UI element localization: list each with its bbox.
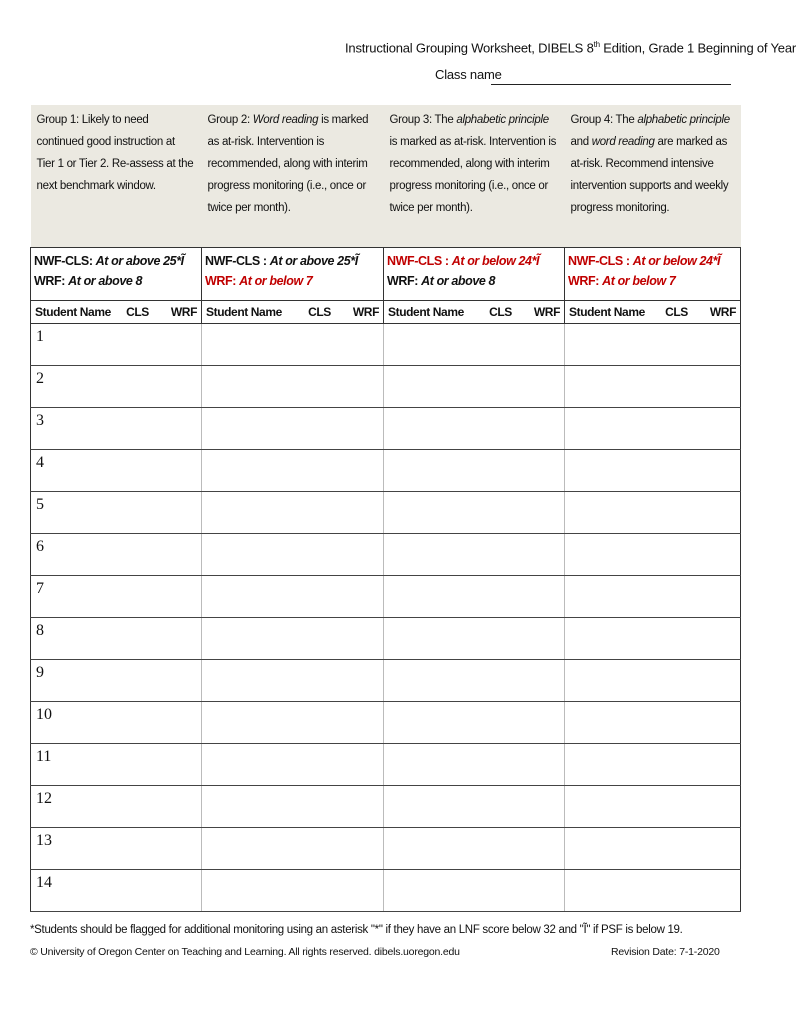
student-entry-cell[interactable]: [202, 534, 384, 576]
group-1-column-header: [31, 301, 202, 324]
student-entry-cell[interactable]: [384, 408, 565, 450]
group-4-criteria: [565, 248, 741, 301]
student-entry-cell[interactable]: [31, 786, 202, 828]
student-entry-cell[interactable]: [31, 450, 202, 492]
group-4-description: Group 4: The alphabetic principle and word reading are marked as at-risk. Recommend intensive intervention supports and weekly progress monitoring.: [565, 105, 741, 248]
student-entry-cell[interactable]: [384, 618, 565, 660]
student-row: [31, 324, 741, 366]
student-row: [31, 702, 741, 744]
student-entry-cell[interactable]: [384, 366, 565, 408]
nwf-cls-criterion: NWF-CLS : At or above 25*Ĩ: [205, 254, 358, 268]
class-name-label: Class name: [435, 67, 502, 82]
cls-header: CLS: [308, 305, 331, 319]
student-entry-cell[interactable]: [31, 534, 202, 576]
student-name-header: Student Name: [35, 305, 111, 319]
student-row: [31, 660, 741, 702]
group-2-description: Group 2: Word reading is marked as at-risk. Intervention is recommended, along with interim progress monitoring (i.e., once or twice per month).: [202, 105, 384, 248]
student-entry-cell[interactable]: [384, 786, 565, 828]
student-entry-cell[interactable]: [565, 534, 741, 576]
nwf-cls-criterion: NWF-CLS : At or below 24*Ĩ: [387, 254, 540, 268]
wrf-header: WRF: [709, 305, 736, 319]
page-title: Instructional Grouping Worksheet, DIBELS 8th Edition, Grade 1 Beginning of Year: [345, 40, 796, 56]
student-entry-cell[interactable]: [565, 408, 741, 450]
student-entry-cell[interactable]: [565, 828, 741, 870]
nwf-cls-criterion: NWF-CLS : At or below 24*Ĩ: [568, 254, 721, 268]
student-row: [31, 534, 741, 576]
copyright: © University of Oregon Center on Teaching and Learning. All rights reserved. dibels.uoregon.edu: [30, 946, 460, 958]
student-row: [31, 408, 741, 450]
group-3-column-header: [384, 301, 565, 324]
student-entry-cell[interactable]: [384, 660, 565, 702]
student-entry-cell[interactable]: [384, 576, 565, 618]
wrf-criterion: WRF: At or below 7: [568, 274, 676, 288]
student-entry-cell[interactable]: [202, 786, 384, 828]
student-row: [31, 450, 741, 492]
student-entry-cell[interactable]: [31, 324, 202, 366]
row-number: 4: [36, 454, 44, 471]
row-number: 5: [36, 496, 44, 513]
student-entry-cell[interactable]: [31, 870, 202, 912]
cls-header: CLS: [126, 305, 149, 319]
group-4-column-header: [565, 301, 741, 324]
student-row: [31, 576, 741, 618]
student-entry-cell[interactable]: [565, 450, 741, 492]
student-entry-cell[interactable]: [565, 786, 741, 828]
student-entry-cell[interactable]: [202, 618, 384, 660]
group-3-criteria: [384, 248, 565, 301]
student-name-header: Student Name: [569, 305, 645, 319]
student-entry-cell[interactable]: [202, 366, 384, 408]
student-name-header: Student Name: [388, 305, 464, 319]
student-entry-cell[interactable]: [384, 870, 565, 912]
footnote: *Students should be flagged for additional monitoring using an asterisk "*" if they have an LNF score below 32 and "Ĩ" if PSF is below 19.: [30, 924, 683, 936]
cls-header: CLS: [489, 305, 512, 319]
wrf-criterion: WRF: At or above 8: [34, 274, 143, 288]
student-entry-cell[interactable]: [202, 660, 384, 702]
student-entry-cell[interactable]: [384, 828, 565, 870]
student-entry-cell[interactable]: [384, 534, 565, 576]
row-number: 6: [36, 538, 44, 555]
row-number: 1: [36, 328, 44, 345]
nwf-cls-criterion: NWF-CLS: At or above 25*Ĩ: [34, 254, 184, 268]
student-entry-cell[interactable]: [202, 492, 384, 534]
row-number: 11: [36, 748, 52, 765]
student-entry-cell[interactable]: [202, 408, 384, 450]
group-3-description: Group 3: The alphabetic principle is marked as at-risk. Intervention is recommended, along with interim progress monitoring (i.e., once or twice per month).: [384, 105, 565, 248]
row-number: 9: [36, 664, 44, 681]
student-entry-cell[interactable]: [565, 324, 741, 366]
student-entry-cell[interactable]: [202, 702, 384, 744]
student-entry-cell[interactable]: [202, 450, 384, 492]
row-number: 3: [36, 412, 44, 429]
student-entry-cell[interactable]: [31, 408, 202, 450]
student-entry-cell[interactable]: [31, 744, 202, 786]
student-entry-cell[interactable]: [384, 744, 565, 786]
student-entry-cell[interactable]: [565, 576, 741, 618]
student-entry-cell[interactable]: [31, 660, 202, 702]
row-number: 12: [36, 790, 52, 807]
group-1-criteria: [31, 248, 202, 301]
student-entry-cell[interactable]: [384, 324, 565, 366]
wrf-header: WRF: [352, 305, 379, 319]
student-entry-cell[interactable]: [565, 870, 741, 912]
student-name-header: Student Name: [206, 305, 282, 319]
row-number: 2: [36, 370, 44, 387]
row-number: 7: [36, 580, 44, 597]
student-entry-cell[interactable]: [31, 576, 202, 618]
student-entry-cell[interactable]: [565, 366, 741, 408]
student-entry-cell[interactable]: [565, 492, 741, 534]
student-entry-cell[interactable]: [202, 576, 384, 618]
student-entry-cell[interactable]: [384, 492, 565, 534]
group-2-criteria: [202, 248, 384, 301]
row-number: 10: [36, 706, 52, 723]
row-number: 8: [36, 622, 44, 639]
student-entry-cell[interactable]: [31, 828, 202, 870]
student-row: [31, 492, 741, 534]
student-entry-cell[interactable]: [202, 870, 384, 912]
student-entry-cell[interactable]: [565, 618, 741, 660]
wrf-header: WRF: [533, 305, 560, 319]
group-1-description: Group 1: Likely to need continued good instruction at Tier 1 or Tier 2. Re-assess at the next benchmark window.: [31, 105, 202, 248]
student-row: [31, 828, 741, 870]
class-name-field[interactable]: [491, 84, 731, 85]
student-entry-cell[interactable]: [202, 744, 384, 786]
student-row: [31, 870, 741, 912]
student-entry-cell[interactable]: [202, 828, 384, 870]
student-entry-cell[interactable]: [565, 744, 741, 786]
wrf-header: WRF: [170, 305, 197, 319]
student-entry-cell[interactable]: [565, 660, 741, 702]
student-entry-cell[interactable]: [31, 702, 202, 744]
row-number: 14: [36, 874, 52, 891]
student-entry-cell[interactable]: [384, 702, 565, 744]
student-entry-cell[interactable]: [202, 324, 384, 366]
student-entry-cell[interactable]: [31, 366, 202, 408]
student-entry-cell[interactable]: [31, 492, 202, 534]
grouping-table: [30, 105, 741, 912]
group-2-column-header: [202, 301, 384, 324]
revision-date: Revision Date: 7-1-2020: [611, 946, 720, 958]
wrf-criterion: WRF: At or above 8: [387, 274, 496, 288]
student-row: [31, 366, 741, 408]
student-entry-cell[interactable]: [31, 618, 202, 660]
row-number: 13: [36, 832, 52, 849]
cls-header: CLS: [665, 305, 688, 319]
student-row: [31, 618, 741, 660]
student-entry-cell[interactable]: [565, 702, 741, 744]
wrf-criterion: WRF: At or below 7: [205, 274, 313, 288]
student-entry-cell[interactable]: [384, 450, 565, 492]
student-row: [31, 786, 741, 828]
student-row: [31, 744, 741, 786]
